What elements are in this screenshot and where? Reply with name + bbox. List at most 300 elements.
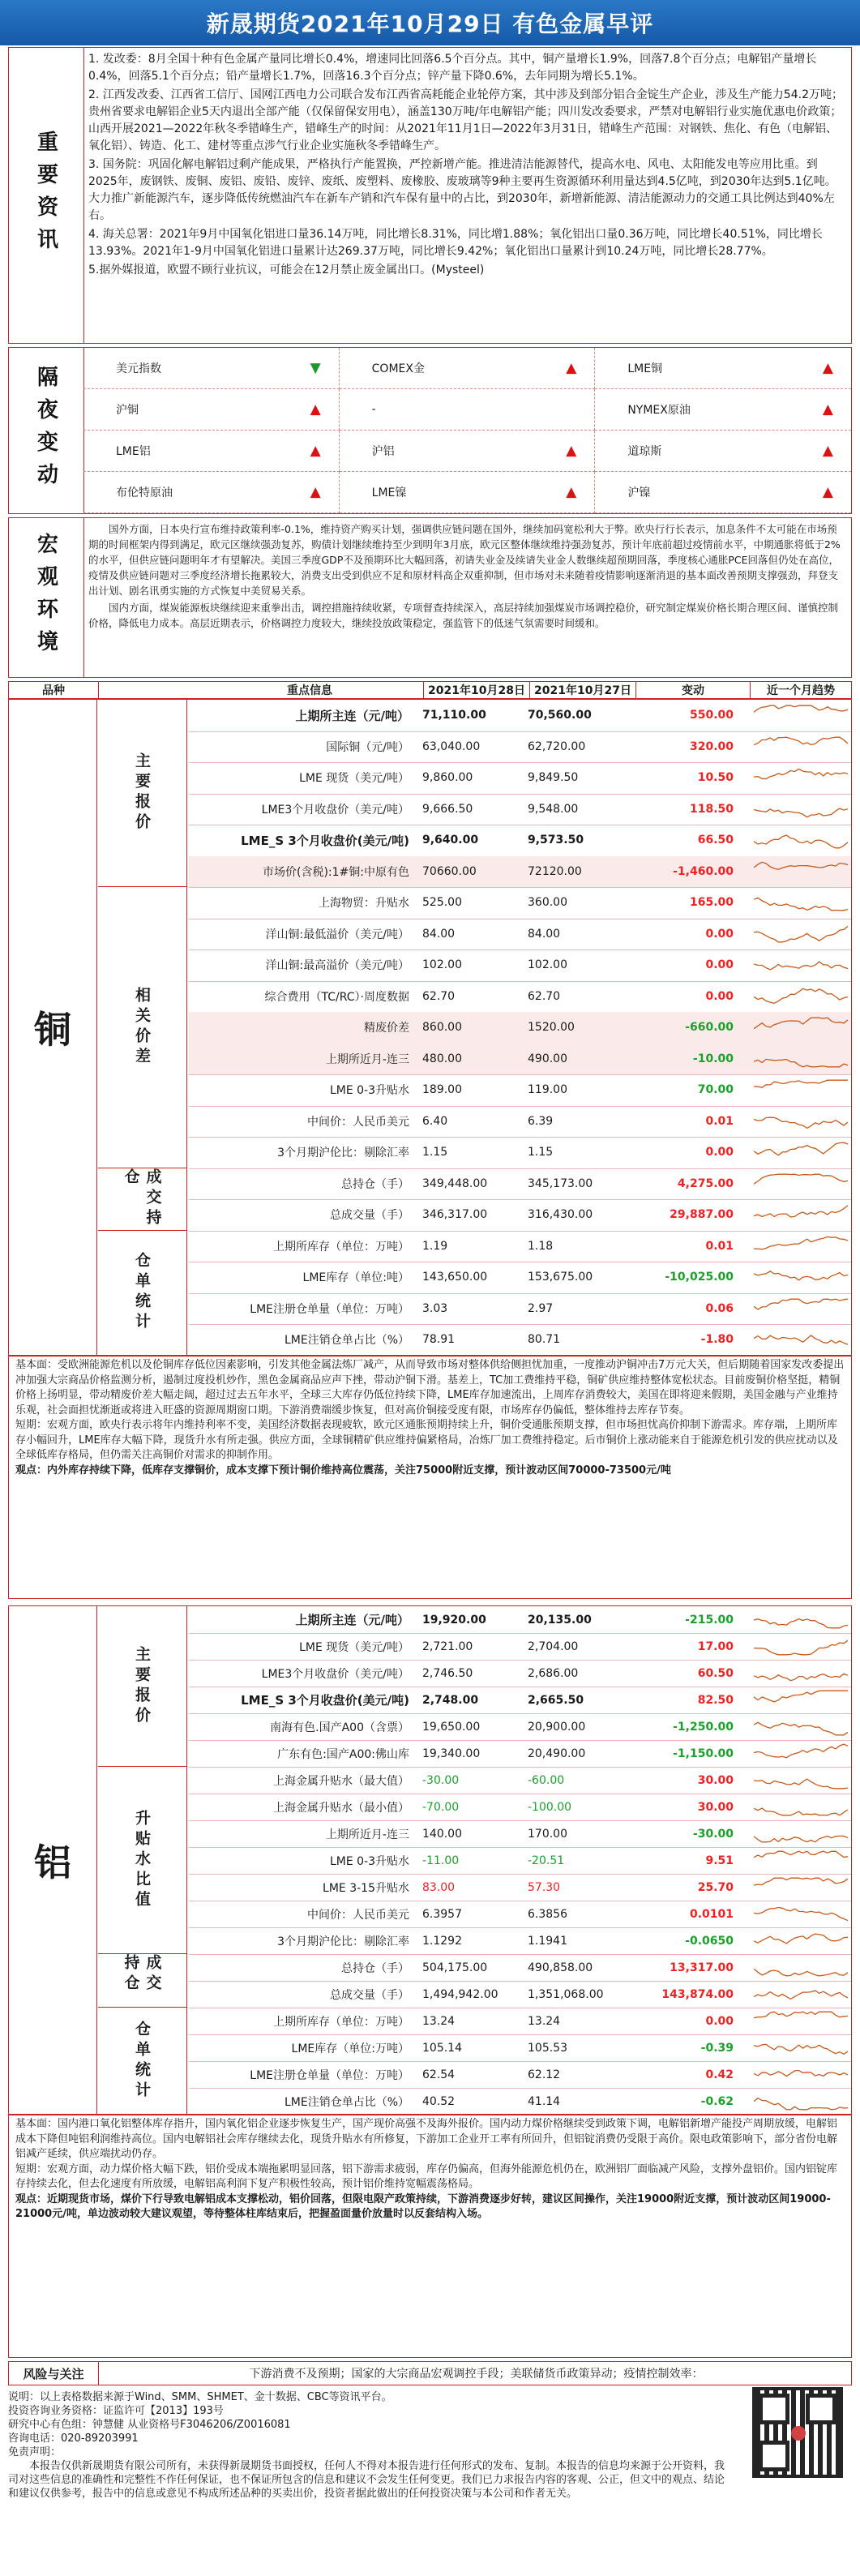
- value-current: 19,340.00: [422, 1747, 481, 1760]
- row-label: LME库存（单位:万吨）: [291, 2042, 409, 2055]
- value-current: 6.3957: [422, 1907, 462, 1921]
- value-current: 860.00: [422, 1021, 462, 1035]
- table-row: [189, 1137, 851, 1169]
- row-label: LME3个月收盘价（美元/吨）: [261, 1667, 409, 1681]
- value-previous: 62.70: [528, 989, 561, 1003]
- value-previous: 105.53: [528, 2041, 567, 2055]
- value-change: 30.00: [697, 1800, 734, 1814]
- row-label: 洋山铜:最高溢价（美元/吨）: [265, 959, 409, 973]
- table-row: [189, 762, 851, 795]
- value-change: 0.00: [705, 958, 734, 972]
- value-previous: -20.51: [528, 1854, 565, 1867]
- value-current: 102.00: [422, 958, 462, 972]
- overnight-cell: [83, 472, 340, 513]
- value-previous: 20,490.00: [528, 1747, 586, 1760]
- footer: [8, 2390, 730, 2501]
- up-arrow-icon: ▲: [310, 443, 321, 459]
- up-arrow-icon: ▲: [822, 484, 833, 500]
- row-label: 上海金属升贴水（最小值）: [273, 1801, 409, 1815]
- value-previous: 9,573.50: [528, 834, 584, 847]
- value-previous: 13.24: [528, 2014, 561, 2028]
- value-current: 84.00: [422, 927, 456, 941]
- table-row: [189, 1901, 851, 1928]
- value-current: 19,650.00: [422, 1720, 481, 1734]
- copper-group-label: 相关价差: [98, 887, 187, 1168]
- table-header: [8, 681, 852, 699]
- news-item: 5.据外媒报道，欧盟不顾行业抗议，可能会在12月禁止废金属出口。(Mysteel): [88, 264, 485, 276]
- up-arrow-icon: ▲: [822, 443, 833, 459]
- row-label: 上海物贸：升贴水: [319, 897, 409, 911]
- row-label: LME_S 3个月收盘价(美元/吨): [241, 833, 409, 848]
- trend-sparkline: [754, 705, 848, 726]
- value-current: 9,666.50: [422, 802, 473, 816]
- value-previous: 9,849.50: [528, 771, 579, 785]
- news-item: 4. 海关总署：2021年9月中国氧化铝进口量36.14万吨，同比增长8.31%，同比增1.88%；氧化铝出口量0.36万吨，同比增长40.51%，同比增长13.93%。2021年1-9月中国氧化铝进口量累计达269.37万吨，同比增长9.42%；氧化铝出口量累计到10.24万吨，同比增长28.77%。: [88, 228, 823, 258]
- row-label: 上期所库存（单位：万吨）: [273, 2015, 409, 2029]
- row-label: 总成交量（手）: [330, 1988, 409, 2002]
- table-row: [189, 794, 851, 826]
- overnight-cell: [83, 389, 340, 431]
- value-change: 0.01: [705, 1114, 734, 1128]
- row-label: 总持仓（手）: [341, 1961, 409, 1975]
- table-row: [189, 887, 851, 919]
- value-previous: 490.00: [528, 1052, 567, 1065]
- table-row: [189, 2034, 851, 2062]
- row-label: 总成交量（手）: [330, 1209, 409, 1223]
- value-current: 62.70: [422, 989, 456, 1003]
- copper-analysis-fundamental: 基本面：受欧洲能源危机以及伦铜库存低位因素影响，引发其他金属法炼厂减产，从而导致市场对整体供给侧担忧加重，一度推动沪铜冲击7万元大关，但后期随着国家发改委提出冲加强大宗商品价格监测分析，遏制过度投机炒作，黑色金属商品应声下挫，带动沪铜下滑。基差上，TC加工费维持平稳，铜矿供应维持整体宽松状态。目前废铜价格坚挺，精铜价格上扬明显，带动精废价差大幅走阔，超过过去五年水平，全球三大库存仍低位持续下降，LME库存加速流出，上周库存消费较大，美国在即将迎来假期，美国金融与产业维持乐观，社会面担忧渐逝或将进入旺盛的资源周期窗口期。下游消费端缓步恢复，但对高价铜接受度有限，市场库存仍偏低，整体维持去库存节奏。: [15, 1359, 845, 1417]
- trend-sparkline: [754, 1770, 848, 1791]
- up-arrow-icon: ▲: [566, 443, 577, 459]
- value-current: 1.19: [422, 1239, 448, 1253]
- footer-line: 说明：以上表格数据来源于Wind、SMM、SHMET、金十数据、CBC等资讯平台。: [8, 2391, 392, 2403]
- value-previous: 6.3856: [528, 1907, 567, 1921]
- row-label: LME库存（单位:吨）: [302, 1271, 409, 1285]
- overnight-cell: [595, 389, 851, 431]
- row-label: 市场价(含税):1#铜:中原有色: [263, 865, 409, 879]
- col-variety: 品种: [9, 682, 99, 698]
- value-current: 105.14: [422, 2041, 462, 2055]
- aluminium-analysis-short: 短期：宏观方面，动力煤价格大幅下跌，铝价受成本端拖累明显回落，铝下游需求疲弱，库存仍偏高，但海外能源危机仍在，欧洲铝厂面临减产风险，支撑外盘铝价。国内铝锭库存持续去化，但去化速度有所放缓，电解铝高利润下复产积极性较高，预计铝价维持宽幅震荡格局。: [15, 2162, 838, 2190]
- value-change: -10.00: [692, 1052, 734, 1065]
- news-item: 1. 发改委：8月全国十种有色金属产量同比增长0.4%，增速同比回落6.5个百分点。其中，铜产量增长1.9%，回落7.8个百分点；电解铝产量增长0.4%，回落5.1个百分点；铅产量增长1.7%，回落16.3个百分点；锌产量下降0.6%，去年同期为增长5.1%。: [88, 53, 817, 83]
- trend-sparkline: [754, 1931, 848, 1952]
- value-previous: 20,900.00: [528, 1720, 586, 1734]
- trend-sparkline: [754, 2038, 848, 2059]
- value-current: 13.24: [422, 2014, 456, 2028]
- overnight-label: 沪镍: [627, 486, 651, 499]
- value-change: 165.00: [689, 896, 734, 910]
- row-label: 国际铜（元/吨）: [326, 740, 409, 754]
- footer-line: 投资咨询业务资格：证监许可【2013】193号: [8, 2405, 224, 2417]
- value-current: -11.00: [422, 1854, 460, 1867]
- value-change: -0.62: [700, 2094, 734, 2108]
- value-previous: 41.14: [528, 2094, 561, 2108]
- table-row: [189, 2061, 851, 2089]
- trend-sparkline: [754, 1984, 848, 2005]
- value-current: 6.40: [422, 1114, 448, 1128]
- col-date2: 2021年10月27日: [530, 682, 636, 698]
- trend-sparkline: [754, 1079, 848, 1100]
- table-row: [189, 1293, 851, 1326]
- up-arrow-icon: ▲: [310, 401, 321, 418]
- row-label: LME注销仓单占比（%）: [284, 2095, 409, 2109]
- row-label: 中间价：人民币美元: [307, 1115, 409, 1129]
- table-row: [189, 981, 851, 1014]
- copper-table: [8, 699, 852, 1356]
- row-label: LME_S 3个月收盘价(美元/吨): [241, 1693, 409, 1708]
- up-arrow-icon: ▲: [822, 360, 833, 376]
- table-row: [189, 1606, 851, 1634]
- trend-sparkline: [754, 1017, 848, 1038]
- row-label: LME注销仓单占比（%）: [284, 1334, 409, 1348]
- value-current: 2,721.00: [422, 1639, 473, 1653]
- value-current: 70660.00: [422, 864, 477, 878]
- table-row: [189, 1633, 851, 1661]
- copper-analysis-view: 观点：内外库存持续下降，低库存支撑铜价，成本支撑下预计铜价维持高位震荡，关注75000附近支撑，预计波动区间70000-73500元/吨: [15, 1464, 671, 1477]
- trend-sparkline: [754, 1824, 848, 1845]
- row-label: LME 3-15升贴水: [323, 1881, 409, 1895]
- value-change: -30.00: [692, 1827, 734, 1841]
- value-previous: 102.00: [528, 958, 567, 972]
- value-change: 0.00: [705, 927, 734, 941]
- row-label: 上期所主连（元/吨）: [295, 708, 409, 723]
- report-title: 新晟期货2021年10月29日 有色金属早评: [206, 11, 654, 37]
- row-label: 上期所库存（单位：万吨）: [273, 1240, 409, 1254]
- table-row: [189, 919, 851, 951]
- row-label: LME注册仓单量（单位：万吨）: [250, 2068, 409, 2082]
- value-change: 9.51: [705, 1854, 734, 1867]
- overnight-label: -: [371, 403, 376, 416]
- trend-sparkline: [754, 2064, 848, 2085]
- table-row: [189, 1012, 851, 1044]
- footer-line: 免责声明：: [8, 2446, 62, 2458]
- value-previous: 2.97: [528, 1301, 554, 1315]
- row-label: LME 现货（美元/吨）: [299, 1640, 409, 1654]
- row-label: 3个月期沪伦比：剔除汇率: [277, 1147, 409, 1160]
- table-row: [189, 2088, 851, 2115]
- value-current: 63,040.00: [422, 739, 481, 753]
- news-body: [88, 51, 846, 340]
- trend-sparkline: [754, 2011, 848, 2032]
- trend-sparkline: [754, 767, 848, 788]
- value-change: 10.50: [697, 771, 734, 785]
- footer-line: 本报告仅供新晟期货有限公司所有，未获得新晟期货书面授权，任何人不得对本报告进行任何形式的发布、复制。本报告的信息均来源于公开资料，我司对这些信息的准确性和完整性不作任何保证，也不保证所包含的信息和建议不会发生任何变更。我们已力求报告内容的客观、公正，但文中的观点、结论和建议仅供参考，报告中的信息或意见不构成所述品种的买卖出价，投资者据此做出的任何投资决策与本公司和作者无关。: [8, 2460, 725, 2500]
- value-current: 3.03: [422, 1301, 448, 1315]
- value-current: 504,175.00: [422, 1961, 488, 1974]
- value-current: 19,920.00: [422, 1613, 486, 1627]
- copper-group-label: 仓单统计: [98, 1231, 187, 1356]
- value-current: 83.00: [422, 1880, 456, 1894]
- value-change: 17.00: [697, 1639, 734, 1653]
- trend-sparkline: [754, 1797, 848, 1818]
- copper-group-label: 主要报价: [98, 700, 187, 887]
- risk-text: 下游消费不及预期；国家的大宗商品宏观调控手段；美联储货币政策异动；疫情控制效率：: [249, 2368, 704, 2381]
- up-arrow-icon: ▲: [566, 360, 577, 376]
- aluminium-name: 铝: [9, 1606, 97, 2114]
- news-title: 重要资讯: [9, 48, 84, 343]
- row-label: 中间价：人民币美元: [307, 1908, 409, 1922]
- aluminium-group-label: 升贴水比值: [98, 1767, 187, 1954]
- value-previous: 170.00: [528, 1827, 567, 1841]
- value-previous: 2,686.00: [528, 1666, 579, 1680]
- overnight-cell: [83, 431, 340, 472]
- news-item: 3. 国务院：巩固化解电解铝过剩产能成果，严格执行产能置换，严控新增产能。推进清洁能源替代，提高水电、风电、太阳能发电等应用比重。到2025年，废钢铁、废铜、废铝、废铅、废锌、废纸、废塑料、废橡胶、废玻璃等9种主要再生资源循环利用量达到4.5亿吨，到2030年达到5.1亿吨。大力推广新能源汽车，逐步降低传统燃油汽车在新车产销和汽车保有量中的占比，到2030年，新增新能源、清洁能源动力的交通工具比例达到40%左右。: [88, 158, 836, 222]
- value-previous: 57.30: [528, 1880, 561, 1894]
- value-change: 0.00: [705, 2014, 734, 2028]
- trend-sparkline: [754, 892, 848, 913]
- value-previous: 490,858.00: [528, 1961, 593, 1974]
- overnight-label: 美元指数: [116, 362, 161, 375]
- value-previous: -100.00: [528, 1800, 572, 1814]
- value-current: 525.00: [422, 896, 462, 910]
- value-change: 0.06: [705, 1301, 734, 1315]
- trend-sparkline: [754, 1048, 848, 1069]
- row-label: LME 0-3升贴水: [329, 1854, 409, 1868]
- overnight-label: LME镍: [371, 486, 407, 499]
- value-change: 82.50: [697, 1693, 734, 1707]
- overnight-cell: [83, 348, 340, 389]
- up-arrow-icon: ▲: [822, 401, 833, 418]
- row-label: 上期所主连（元/吨）: [295, 1613, 409, 1627]
- table-row: [189, 1074, 851, 1107]
- table-row: [189, 1168, 851, 1201]
- value-change: -1.80: [700, 1333, 734, 1347]
- value-change: -0.39: [700, 2041, 734, 2055]
- value-previous: 62,720.00: [528, 739, 586, 753]
- value-change: -1,150.00: [673, 1747, 734, 1760]
- value-change: 0.42: [705, 2068, 734, 2081]
- value-change: 60.50: [697, 1666, 734, 1680]
- risk-title: 风险与关注: [9, 2362, 99, 2385]
- value-current: 9,860.00: [422, 771, 473, 785]
- table-row: [189, 1847, 851, 1875]
- table-row: [189, 1687, 851, 1714]
- table-row: [189, 1820, 851, 1848]
- value-change: 13,317.00: [670, 1961, 734, 1974]
- aluminium-analysis: [8, 2115, 852, 2358]
- trend-sparkline: [754, 924, 848, 945]
- overnight-cell: [340, 431, 596, 472]
- value-current: 1.15: [422, 1146, 448, 1159]
- overnight-label: 沪铜: [116, 404, 139, 417]
- table-row: [189, 1927, 851, 1955]
- trend-sparkline: [754, 1690, 848, 1711]
- table-row: [189, 1981, 851, 2008]
- row-label: 广东有色:国产A00:佛山库: [277, 1747, 409, 1761]
- overnight-grid: [83, 348, 851, 513]
- aluminium-analysis-fundamental: 基本面：国内港口氧化铝整体库存指升，国内氧化铝企业逐步恢复生产，国产现价高强不及海外报价。国内动力煤价格继续受到政策下调，电解铝新增产能投产周期放缓，电解铝成本下降但吨铝利润维持高位。国内电解铝社会库存继续去化，现货升贴水有所修复，下游加工企业开工率有所回升，但铝锭消费仍受限于高价。限电政策影响下，部分省份电解铝减产延续，供应端扰动仍存。: [15, 2118, 838, 2160]
- overnight-label: 沪铝: [371, 445, 395, 458]
- value-current: 9,640.00: [422, 834, 479, 847]
- value-previous: 345,173.00: [528, 1177, 593, 1190]
- row-label: 洋山铜:最低溢价（美元/吨）: [265, 928, 409, 941]
- trend-sparkline: [754, 1877, 848, 1898]
- value-change: 29,887.00: [670, 1208, 734, 1222]
- value-change: 66.50: [697, 834, 734, 847]
- value-current: 71,110.00: [422, 709, 486, 722]
- trend-sparkline: [754, 1609, 848, 1631]
- overnight-label: 布伦特原油: [116, 486, 173, 499]
- trend-sparkline: [754, 1636, 848, 1657]
- value-change: 4,275.00: [677, 1177, 734, 1190]
- value-change: -1,460.00: [673, 864, 734, 878]
- value-previous: 1.15: [528, 1146, 554, 1159]
- risk-section: [8, 2361, 852, 2385]
- row-label: 上期所近月-连三: [325, 1828, 409, 1841]
- value-previous: 9,548.00: [528, 802, 579, 816]
- aluminium-group-label: 仓单统计: [98, 2008, 187, 2115]
- copper-group-label: 成交持仓: [98, 1168, 187, 1231]
- value-previous: 70,560.00: [528, 709, 592, 722]
- overnight-section: [8, 347, 852, 514]
- value-previous: 1520.00: [528, 1021, 575, 1035]
- value-change: 550.00: [689, 709, 734, 722]
- copper-name: 铜: [9, 700, 97, 1355]
- trend-sparkline: [754, 1204, 848, 1225]
- value-previous: 119.00: [528, 1083, 567, 1097]
- value-current: 346,317.00: [422, 1208, 488, 1222]
- aluminium-table: [8, 1605, 852, 2115]
- table-row: [189, 1231, 851, 1263]
- value-previous: 316,430.00: [528, 1208, 593, 1222]
- value-previous: 2,665.50: [528, 1693, 584, 1707]
- report-header: [0, 0, 860, 45]
- trend-sparkline: [754, 1717, 848, 1738]
- value-change: 70.00: [697, 1083, 734, 1097]
- table-row: [189, 1874, 851, 1901]
- value-change: 118.50: [689, 802, 734, 816]
- overnight-label: 道琼斯: [627, 445, 662, 458]
- value-previous: 80.71: [528, 1333, 561, 1347]
- qr-code-icon: [752, 2387, 843, 2478]
- value-previous: 1.18: [528, 1239, 554, 1253]
- value-previous: -60.00: [528, 1773, 565, 1787]
- news-item: 2. 江西发改委、江西省工信厅、国网江西电力公司联合发布江西省高耗能企业轮停方案，其中涉及到部分铝合金锭生产企业，涉及生产能力54.2万吨；贵州省要求电解铝企业5天内退出全部产能（仅保留保安用电），涵盖130万吨/年电解铝产能；四川发改委要求，严禁对电解铝行业实施优惠电价政策；山西开展2021—2022年秋冬季错峰生产，错峰生产的时间：从2021年11月1日—2022年3月31日，错峰生产范围：对钢铁、焦化、有色（电解铝、氧化铝）、铸造、化工、建材等重点涉气行业企业实施秋冬季错峰生产。: [88, 88, 843, 152]
- value-change: -0.0650: [685, 1934, 734, 1948]
- value-change: 0.00: [705, 1146, 734, 1159]
- value-previous: 6.39: [528, 1114, 554, 1128]
- macro-section: [8, 517, 852, 678]
- col-date1: 2021年10月28日: [424, 682, 530, 698]
- overnight-title: 隔夜变动: [9, 348, 84, 513]
- value-previous: 1,351,068.00: [528, 1987, 604, 2001]
- value-change: 320.00: [689, 739, 734, 753]
- trend-sparkline: [754, 1142, 848, 1163]
- trend-sparkline: [754, 799, 848, 820]
- row-label: 南海有色.国产A00（含票）: [270, 1721, 409, 1734]
- table-row: [189, 1262, 851, 1294]
- value-change: 25.70: [697, 1880, 734, 1894]
- trend-sparkline: [754, 736, 848, 757]
- value-previous: 72120.00: [528, 864, 582, 878]
- row-label: 综合费用（TC/RC）·周度数据: [264, 990, 409, 1004]
- trend-sparkline: [754, 1267, 848, 1288]
- table-row: [189, 1044, 851, 1076]
- row-label: 3个月期沪伦比：剔除汇率: [277, 1935, 409, 1948]
- macro-title: 宏观环境: [9, 518, 84, 677]
- value-current: 1,494,942.00: [422, 1987, 498, 2001]
- overnight-cell: [340, 472, 596, 513]
- row-label: 上海金属升贴水（最大值）: [273, 1774, 409, 1788]
- overnight-label: COMEX金: [371, 362, 425, 375]
- up-arrow-icon: ▲: [310, 484, 321, 500]
- value-current: 2,748.00: [422, 1693, 479, 1707]
- macro-body: [88, 521, 846, 674]
- value-change: -660.00: [685, 1021, 734, 1035]
- trend-sparkline: [754, 1298, 848, 1319]
- footer-line: 咨询电话：020-89203991: [8, 2432, 139, 2445]
- trend-sparkline: [754, 986, 848, 1007]
- overnight-cell: [595, 348, 851, 389]
- col-key-info: 重点信息: [196, 682, 424, 698]
- value-previous: 1.1941: [528, 1934, 567, 1948]
- col-spacer: [99, 682, 196, 698]
- value-current: 40.52: [422, 2094, 456, 2108]
- trend-sparkline: [754, 1111, 848, 1132]
- trend-sparkline: [754, 1850, 848, 1871]
- trend-sparkline: [754, 861, 848, 882]
- trend-sparkline: [754, 1957, 848, 1978]
- table-row: [189, 1794, 851, 1821]
- trend-sparkline: [754, 1904, 848, 1925]
- trend-sparkline: [754, 829, 848, 851]
- value-change: 30.00: [697, 1773, 734, 1787]
- trend-sparkline: [754, 1236, 848, 1257]
- value-previous: 2,704.00: [528, 1639, 579, 1653]
- overnight-cell: [595, 431, 851, 472]
- row-label: LME 现货（美元/吨）: [299, 772, 409, 786]
- value-current: 2,746.50: [422, 1666, 473, 1680]
- value-current: 480.00: [422, 1052, 462, 1065]
- trend-sparkline: [754, 1663, 848, 1684]
- aluminium-analysis-view: 观点：近期现货市场，煤价下行导致电解铝成本支撑松动，铝价回落，但限电限产政策持续，下游消费逐步好转，建议区间操作，关注19000附近支撑，预计波动区间19000-21000元/吨，单边波动较大建议观望，等待整体柱库结束后，把握盈面量价放量时以反套结构入场。: [15, 2192, 831, 2220]
- row-label: 精废价差: [364, 1022, 409, 1035]
- table-row: [189, 2008, 851, 2035]
- table-row: [189, 700, 851, 732]
- table-row: [189, 1767, 851, 1794]
- overnight-cell: [340, 348, 596, 389]
- value-previous: 360.00: [528, 896, 567, 910]
- value-current: 78.91: [422, 1333, 456, 1347]
- value-change: 0.0101: [689, 1907, 734, 1921]
- down-arrow-icon: ▼: [310, 360, 321, 376]
- macro-paragraph: 国外方面，日本央行宣布维持政策利率-0.1%，维持资产购买计划，强调供应链问题在国外，继续加码宽松利大于弊。欧央行行长表示，加息条件不太可能在市场预期的时间框架内得到满足，欧元区继续强劲复苏，购债计划继续维持至少到明年3月底，欧元区整体继续维持强劲复苏，预计年底前超过疫情前水平，中期通胀将低于2%的水平，但供应链问题明年才有望解决。美国三季度GDP不及预期环比大幅回落，初请失业金及续请失业金人数继续超预期回落，季度核心通胀PCE回落但仍处在高位，疫情及供应链问题对三季度经济增长拖累较大，消费支出受到供应不足和原材料高企双重抑制，但市场对未来随着疫情影响逐渐消退的基本面改善预期支撑强劲，拜登支出计划、剧名讯勇实施的方式恢复中美贸易关系。: [88, 523, 841, 597]
- footer-line: 研究中心有色组：钟慧健 从业资格号F3046206/Z0016081: [8, 2419, 291, 2431]
- row-label: LME3个月收盘价（美元/吨）: [261, 803, 409, 817]
- value-change: 0.00: [705, 989, 734, 1003]
- table-row: [189, 856, 851, 889]
- row-label: 总持仓（手）: [341, 1177, 409, 1191]
- trend-sparkline: [754, 1173, 848, 1194]
- value-current: 349,448.00: [422, 1177, 488, 1190]
- macro-paragraph: 国内方面，煤炭能源板块继续迎来重拳出击，调控措施持续收紧，专项督查持续深入，高层持续加强煤炭市场调控稳价，研究制定煤炭价格长期合理区间、谨慎控制价格，降低电力成本。高层近期表示，价格调控力度较大，继续投放政策稳定，强监管下的低迷气氛需要时间缓和。: [88, 602, 839, 629]
- value-change: -215.00: [685, 1613, 734, 1627]
- table-row: [189, 1199, 851, 1232]
- row-label: 上期所近月-连三: [325, 1052, 409, 1066]
- table-row: [189, 1954, 851, 1982]
- value-current: 140.00: [422, 1827, 462, 1841]
- value-change: -10,025.00: [665, 1271, 734, 1284]
- value-current: 1.1292: [422, 1934, 462, 1948]
- copper-analysis-short: 短期：宏观方面，欧央行表示将年内维持利率不变，美国经济数据表现疲软，欧元区通胀预期持续上升，铜价受通胀预期支撑，但市场担忧高价抑制下游需求。库存端，上期所库存小幅回升，LME库存大幅下降，现货升水有所走强。供应方面，全球铜精矿供应维持偏紧格局，冶炼厂加工费维持稳定。后市铜价上涨动能来自于能源危机引发的供应扰动以及全球低库存格局，但仍需关注高铜价对需求的抑制作用。: [15, 1419, 838, 1461]
- up-arrow-icon: ▲: [566, 484, 577, 500]
- value-current: -70.00: [422, 1800, 460, 1814]
- value-previous: 84.00: [528, 927, 561, 941]
- value-previous: 153,675.00: [528, 1271, 593, 1284]
- table-row: [189, 1660, 851, 1687]
- table-row: [189, 1106, 851, 1138]
